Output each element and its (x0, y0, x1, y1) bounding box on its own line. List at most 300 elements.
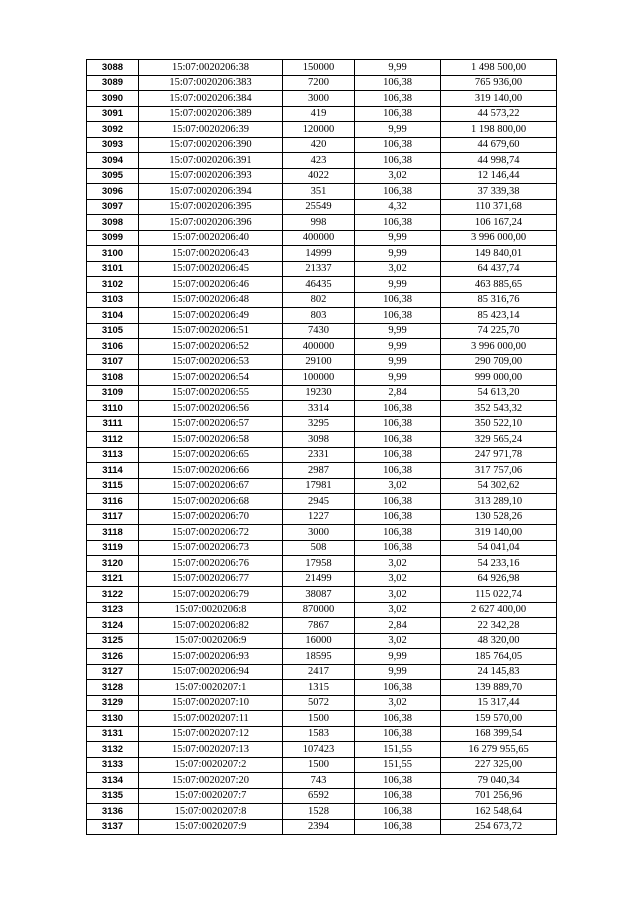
table-row (87, 432, 557, 448)
area-cell: 2945 (283, 494, 355, 510)
area-cell: 21337 (283, 261, 355, 277)
row-number-cell: 3133 (87, 757, 139, 773)
row-number-cell: 3125 (87, 633, 139, 649)
rate-cell: 3,02 (355, 556, 441, 572)
area-cell: 17981 (283, 478, 355, 494)
total-value-cell: 44 573,22 (441, 106, 557, 122)
area-cell: 1528 (283, 804, 355, 820)
row-number-cell: 3128 (87, 680, 139, 696)
area-cell: 400000 (283, 339, 355, 355)
rate-cell: 106,38 (355, 184, 441, 200)
area-cell: 2987 (283, 463, 355, 479)
rate-cell: 106,38 (355, 416, 441, 432)
row-number-cell: 3110 (87, 401, 139, 417)
row-number-cell: 3104 (87, 308, 139, 324)
table-row (87, 695, 557, 711)
table-row (87, 773, 557, 789)
total-value-cell: 44 679,60 (441, 137, 557, 153)
cadastral-number-cell: 15:07:0020206:49 (139, 308, 283, 324)
rate-cell: 106,38 (355, 308, 441, 324)
area-cell: 5072 (283, 695, 355, 711)
rate-cell: 106,38 (355, 401, 441, 417)
total-value-cell: 54 613,20 (441, 385, 557, 401)
cadastral-number-cell: 15:07:0020206:396 (139, 215, 283, 231)
total-value-cell: 37 339,38 (441, 184, 557, 200)
rate-cell: 9,99 (355, 370, 441, 386)
cadastral-number-cell: 15:07:0020206:39 (139, 122, 283, 138)
table-row (87, 261, 557, 277)
cadastral-number-cell: 15:07:0020206:391 (139, 153, 283, 169)
area-cell: 1227 (283, 509, 355, 525)
cadastral-number-cell: 15:07:0020206:67 (139, 478, 283, 494)
area-cell: 150000 (283, 60, 355, 76)
area-cell: 351 (283, 184, 355, 200)
area-cell: 107423 (283, 742, 355, 758)
row-number-cell: 3100 (87, 246, 139, 262)
cadastral-number-cell: 15:07:0020206:395 (139, 199, 283, 215)
table-row (87, 494, 557, 510)
cadastral-number-cell: 15:07:0020206:390 (139, 137, 283, 153)
rate-cell: 9,99 (355, 246, 441, 262)
cadastral-number-cell: 15:07:0020206:48 (139, 292, 283, 308)
cadastral-number-cell: 15:07:0020206:57 (139, 416, 283, 432)
area-cell: 21499 (283, 571, 355, 587)
row-number-cell: 3115 (87, 478, 139, 494)
cadastral-number-cell: 15:07:0020206:65 (139, 447, 283, 463)
cadastral-number-cell: 15:07:0020206:94 (139, 664, 283, 680)
cadastral-number-cell: 15:07:0020206:55 (139, 385, 283, 401)
row-number-cell: 3094 (87, 153, 139, 169)
table-row (87, 401, 557, 417)
row-number-cell: 3118 (87, 525, 139, 541)
area-cell: 1315 (283, 680, 355, 696)
row-number-cell: 3137 (87, 819, 139, 835)
total-value-cell: 319 140,00 (441, 525, 557, 541)
area-cell: 2417 (283, 664, 355, 680)
row-number-cell: 3113 (87, 447, 139, 463)
table-row (87, 540, 557, 556)
row-number-cell: 3131 (87, 726, 139, 742)
total-value-cell: 317 757,06 (441, 463, 557, 479)
total-value-cell: 110 371,68 (441, 199, 557, 215)
table-row (87, 726, 557, 742)
row-number-cell: 3108 (87, 370, 139, 386)
table-body (87, 60, 557, 835)
row-number-cell: 3097 (87, 199, 139, 215)
table-row (87, 416, 557, 432)
cadastral-number-cell: 15:07:0020207:7 (139, 788, 283, 804)
row-number-cell: 3093 (87, 137, 139, 153)
total-value-cell: 463 885,65 (441, 277, 557, 293)
total-value-cell: 130 528,26 (441, 509, 557, 525)
total-value-cell: 44 998,74 (441, 153, 557, 169)
rate-cell: 106,38 (355, 463, 441, 479)
total-value-cell: 3 996 000,00 (441, 339, 557, 355)
cadastral-number-cell: 15:07:0020206:73 (139, 540, 283, 556)
cadastral-number-cell: 15:07:0020206:54 (139, 370, 283, 386)
cadastral-value-table (86, 59, 557, 835)
table-row (87, 804, 557, 820)
row-number-cell: 3117 (87, 509, 139, 525)
row-number-cell: 3102 (87, 277, 139, 293)
table-row (87, 168, 557, 184)
rate-cell: 3,02 (355, 587, 441, 603)
total-value-cell: 701 256,96 (441, 788, 557, 804)
rate-cell: 106,38 (355, 91, 441, 107)
table-row (87, 602, 557, 618)
row-number-cell: 3112 (87, 432, 139, 448)
row-number-cell: 3130 (87, 711, 139, 727)
total-value-cell: 106 167,24 (441, 215, 557, 231)
table-row (87, 292, 557, 308)
table-row (87, 184, 557, 200)
table-row (87, 649, 557, 665)
total-value-cell: 3 996 000,00 (441, 230, 557, 246)
rate-cell: 106,38 (355, 494, 441, 510)
rate-cell: 106,38 (355, 726, 441, 742)
table-row (87, 370, 557, 386)
total-value-cell: 16 279 955,65 (441, 742, 557, 758)
area-cell: 802 (283, 292, 355, 308)
cadastral-number-cell: 15:07:0020206:82 (139, 618, 283, 634)
table-row (87, 757, 557, 773)
row-number-cell: 3119 (87, 540, 139, 556)
rate-cell: 106,38 (355, 75, 441, 91)
row-number-cell: 3088 (87, 60, 139, 76)
rate-cell: 9,99 (355, 277, 441, 293)
rate-cell: 9,99 (355, 323, 441, 339)
total-value-cell: 168 399,54 (441, 726, 557, 742)
rate-cell: 106,38 (355, 525, 441, 541)
cadastral-number-cell: 15:07:0020206:9 (139, 633, 283, 649)
total-value-cell: 1 198 800,00 (441, 122, 557, 138)
cadastral-number-cell: 15:07:0020206:68 (139, 494, 283, 510)
table-row (87, 711, 557, 727)
total-value-cell: 15 317,44 (441, 695, 557, 711)
row-number-cell: 3132 (87, 742, 139, 758)
rate-cell: 2,84 (355, 618, 441, 634)
rate-cell: 106,38 (355, 804, 441, 820)
table-row (87, 199, 557, 215)
rate-cell: 9,99 (355, 649, 441, 665)
area-cell: 19230 (283, 385, 355, 401)
table-row (87, 323, 557, 339)
rate-cell: 3,02 (355, 478, 441, 494)
rate-cell: 106,38 (355, 540, 441, 556)
area-cell: 423 (283, 153, 355, 169)
row-number-cell: 3114 (87, 463, 139, 479)
cadastral-number-cell: 15:07:0020206:70 (139, 509, 283, 525)
total-value-cell: 12 146,44 (441, 168, 557, 184)
rate-cell: 3,02 (355, 633, 441, 649)
area-cell: 3000 (283, 525, 355, 541)
table-row (87, 525, 557, 541)
area-cell: 29100 (283, 354, 355, 370)
table-row (87, 664, 557, 680)
cadastral-number-cell: 15:07:0020206:53 (139, 354, 283, 370)
row-number-cell: 3127 (87, 664, 139, 680)
area-cell: 419 (283, 106, 355, 122)
area-cell: 16000 (283, 633, 355, 649)
cadastral-number-cell: 15:07:0020206:93 (139, 649, 283, 665)
total-value-cell: 85 423,14 (441, 308, 557, 324)
rate-cell: 106,38 (355, 106, 441, 122)
area-cell: 14999 (283, 246, 355, 262)
rate-cell: 151,55 (355, 742, 441, 758)
total-value-cell: 54 041,04 (441, 540, 557, 556)
table-row (87, 246, 557, 262)
area-cell: 3000 (283, 91, 355, 107)
row-number-cell: 3129 (87, 695, 139, 711)
cadastral-number-cell: 15:07:0020206:77 (139, 571, 283, 587)
table-row (87, 618, 557, 634)
area-cell: 46435 (283, 277, 355, 293)
total-value-cell: 2 627 400,00 (441, 602, 557, 618)
table-row (87, 788, 557, 804)
row-number-cell: 3091 (87, 106, 139, 122)
rate-cell: 106,38 (355, 711, 441, 727)
area-cell: 18595 (283, 649, 355, 665)
total-value-cell: 313 289,10 (441, 494, 557, 510)
row-number-cell: 3116 (87, 494, 139, 510)
area-cell: 7200 (283, 75, 355, 91)
area-cell: 870000 (283, 602, 355, 618)
cadastral-number-cell: 15:07:0020206:393 (139, 168, 283, 184)
row-number-cell: 3096 (87, 184, 139, 200)
row-number-cell: 3105 (87, 323, 139, 339)
row-number-cell: 3136 (87, 804, 139, 820)
rate-cell: 3,02 (355, 571, 441, 587)
total-value-cell: 115 022,74 (441, 587, 557, 603)
row-number-cell: 3090 (87, 91, 139, 107)
row-number-cell: 3124 (87, 618, 139, 634)
rate-cell: 9,99 (355, 354, 441, 370)
row-number-cell: 3122 (87, 587, 139, 603)
table-row (87, 680, 557, 696)
table-row (87, 556, 557, 572)
total-value-cell: 79 040,34 (441, 773, 557, 789)
cadastral-number-cell: 15:07:0020207:13 (139, 742, 283, 758)
total-value-cell: 1 498 500,00 (441, 60, 557, 76)
table-row (87, 742, 557, 758)
table-row (87, 91, 557, 107)
cadastral-number-cell: 15:07:0020207:10 (139, 695, 283, 711)
row-number-cell: 3089 (87, 75, 139, 91)
table-row (87, 137, 557, 153)
table-row (87, 308, 557, 324)
area-cell: 998 (283, 215, 355, 231)
cadastral-number-cell: 15:07:0020206:72 (139, 525, 283, 541)
total-value-cell: 159 570,00 (441, 711, 557, 727)
area-cell: 743 (283, 773, 355, 789)
area-cell: 2331 (283, 447, 355, 463)
total-value-cell: 139 889,70 (441, 680, 557, 696)
table-row (87, 478, 557, 494)
cadastral-number-cell: 15:07:0020206:46 (139, 277, 283, 293)
table-row (87, 122, 557, 138)
table-row (87, 153, 557, 169)
cadastral-number-cell: 15:07:0020207:9 (139, 819, 283, 835)
rate-cell: 106,38 (355, 137, 441, 153)
table-row (87, 633, 557, 649)
area-cell: 4022 (283, 168, 355, 184)
cadastral-number-cell: 15:07:0020206:51 (139, 323, 283, 339)
total-value-cell: 329 565,24 (441, 432, 557, 448)
total-value-cell: 185 764,05 (441, 649, 557, 665)
total-value-cell: 227 325,00 (441, 757, 557, 773)
cadastral-number-cell: 15:07:0020206:58 (139, 432, 283, 448)
cadastral-number-cell: 15:07:0020206:40 (139, 230, 283, 246)
cadastral-number-cell: 15:07:0020206:384 (139, 91, 283, 107)
rate-cell: 2,84 (355, 385, 441, 401)
row-number-cell: 3123 (87, 602, 139, 618)
total-value-cell: 765 936,00 (441, 75, 557, 91)
total-value-cell: 247 971,78 (441, 447, 557, 463)
rate-cell: 106,38 (355, 773, 441, 789)
total-value-cell: 290 709,00 (441, 354, 557, 370)
rate-cell: 106,38 (355, 153, 441, 169)
cadastral-number-cell: 15:07:0020206:383 (139, 75, 283, 91)
rate-cell: 9,99 (355, 664, 441, 680)
area-cell: 2394 (283, 819, 355, 835)
cadastral-number-cell: 15:07:0020206:76 (139, 556, 283, 572)
area-cell: 400000 (283, 230, 355, 246)
table-row (87, 60, 557, 76)
total-value-cell: 85 316,76 (441, 292, 557, 308)
cadastral-number-cell: 15:07:0020206:389 (139, 106, 283, 122)
cadastral-number-cell: 15:07:0020207:2 (139, 757, 283, 773)
table-row (87, 819, 557, 835)
rate-cell: 9,99 (355, 230, 441, 246)
row-number-cell: 3134 (87, 773, 139, 789)
rate-cell: 3,02 (355, 168, 441, 184)
area-cell: 803 (283, 308, 355, 324)
cadastral-number-cell: 15:07:0020207:1 (139, 680, 283, 696)
rate-cell: 4,32 (355, 199, 441, 215)
area-cell: 100000 (283, 370, 355, 386)
table-row (87, 571, 557, 587)
cadastral-number-cell: 15:07:0020206:8 (139, 602, 283, 618)
total-value-cell: 162 548,64 (441, 804, 557, 820)
rate-cell: 106,38 (355, 788, 441, 804)
row-number-cell: 3103 (87, 292, 139, 308)
total-value-cell: 64 437,74 (441, 261, 557, 277)
table-row (87, 509, 557, 525)
cadastral-number-cell: 15:07:0020206:79 (139, 587, 283, 603)
rate-cell: 9,99 (355, 60, 441, 76)
table-row (87, 106, 557, 122)
total-value-cell: 54 302,62 (441, 478, 557, 494)
rate-cell: 106,38 (355, 447, 441, 463)
cadastral-number-cell: 15:07:0020207:8 (139, 804, 283, 820)
total-value-cell: 74 225,70 (441, 323, 557, 339)
total-value-cell: 319 140,00 (441, 91, 557, 107)
rate-cell: 3,02 (355, 261, 441, 277)
cadastral-number-cell: 15:07:0020206:43 (139, 246, 283, 262)
row-number-cell: 3126 (87, 649, 139, 665)
area-cell: 7867 (283, 618, 355, 634)
total-value-cell: 24 145,83 (441, 664, 557, 680)
total-value-cell: 48 320,00 (441, 633, 557, 649)
area-cell: 3098 (283, 432, 355, 448)
table-row (87, 587, 557, 603)
total-value-cell: 149 840,01 (441, 246, 557, 262)
row-number-cell: 3099 (87, 230, 139, 246)
row-number-cell: 3109 (87, 385, 139, 401)
row-number-cell: 3092 (87, 122, 139, 138)
area-cell: 25549 (283, 199, 355, 215)
cadastral-number-cell: 15:07:0020206:52 (139, 339, 283, 355)
cadastral-number-cell: 15:07:0020206:394 (139, 184, 283, 200)
total-value-cell: 64 926,98 (441, 571, 557, 587)
table-row (87, 215, 557, 231)
rate-cell: 106,38 (355, 819, 441, 835)
table-row (87, 75, 557, 91)
table-row (87, 354, 557, 370)
area-cell: 3314 (283, 401, 355, 417)
cadastral-number-cell: 15:07:0020206:56 (139, 401, 283, 417)
rate-cell: 3,02 (355, 695, 441, 711)
cadastral-number-cell: 15:07:0020207:20 (139, 773, 283, 789)
row-number-cell: 3120 (87, 556, 139, 572)
rate-cell: 151,55 (355, 757, 441, 773)
row-number-cell: 3111 (87, 416, 139, 432)
area-cell: 17958 (283, 556, 355, 572)
rate-cell: 106,38 (355, 432, 441, 448)
area-cell: 1583 (283, 726, 355, 742)
area-cell: 508 (283, 540, 355, 556)
rate-cell: 106,38 (355, 215, 441, 231)
row-number-cell: 3098 (87, 215, 139, 231)
row-number-cell: 3107 (87, 354, 139, 370)
rate-cell: 9,99 (355, 339, 441, 355)
table-row (87, 447, 557, 463)
table-row (87, 339, 557, 355)
total-value-cell: 22 342,28 (441, 618, 557, 634)
area-cell: 1500 (283, 757, 355, 773)
cadastral-number-cell: 15:07:0020206:66 (139, 463, 283, 479)
cadastral-number-cell: 15:07:0020206:38 (139, 60, 283, 76)
cadastral-number-cell: 15:07:0020206:45 (139, 261, 283, 277)
area-cell: 120000 (283, 122, 355, 138)
row-number-cell: 3135 (87, 788, 139, 804)
area-cell: 38087 (283, 587, 355, 603)
area-cell: 6592 (283, 788, 355, 804)
rate-cell: 106,38 (355, 509, 441, 525)
total-value-cell: 54 233,16 (441, 556, 557, 572)
table-row (87, 230, 557, 246)
rate-cell: 3,02 (355, 602, 441, 618)
rate-cell: 9,99 (355, 122, 441, 138)
total-value-cell: 350 522,10 (441, 416, 557, 432)
table-row (87, 277, 557, 293)
row-number-cell: 3106 (87, 339, 139, 355)
cadastral-number-cell: 15:07:0020207:11 (139, 711, 283, 727)
area-cell: 420 (283, 137, 355, 153)
area-cell: 1500 (283, 711, 355, 727)
row-number-cell: 3121 (87, 571, 139, 587)
cadastral-number-cell: 15:07:0020207:12 (139, 726, 283, 742)
row-number-cell: 3095 (87, 168, 139, 184)
total-value-cell: 999 000,00 (441, 370, 557, 386)
rate-cell: 106,38 (355, 680, 441, 696)
rate-cell: 106,38 (355, 292, 441, 308)
area-cell: 7430 (283, 323, 355, 339)
total-value-cell: 254 673,72 (441, 819, 557, 835)
area-cell: 3295 (283, 416, 355, 432)
total-value-cell: 352 543,32 (441, 401, 557, 417)
table-row (87, 385, 557, 401)
